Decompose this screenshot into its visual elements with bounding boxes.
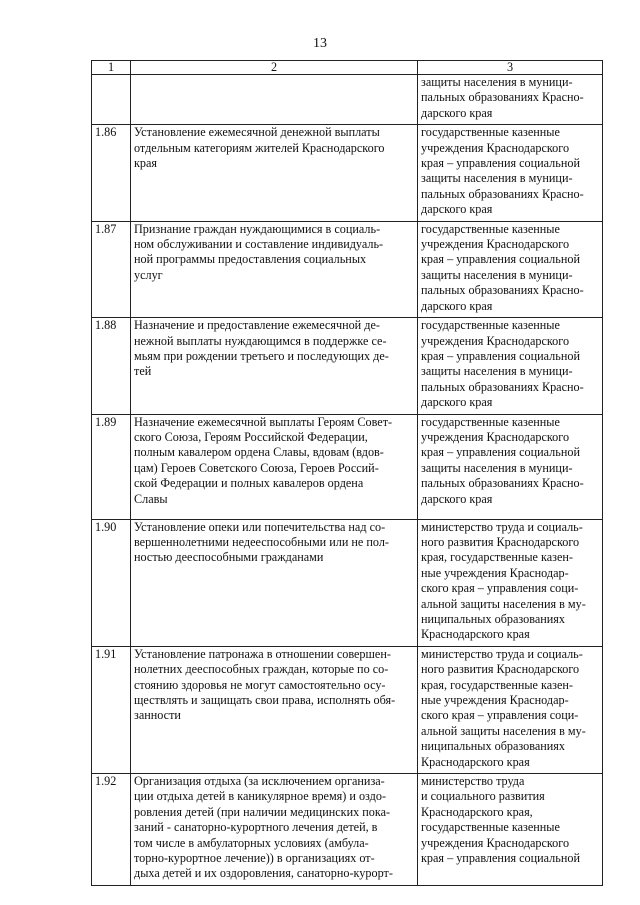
provider-line: края – управления социальной — [421, 252, 580, 267]
provider-line: пальных образованиях Красно- — [421, 476, 584, 491]
service-line: Установление патронажа в отношении совершен- — [134, 646, 391, 661]
provider-line: государственные казенные — [421, 414, 560, 429]
provider-line: Краснодарского края, — [421, 804, 533, 819]
service-line: края — [134, 156, 158, 171]
provider-line: края – управления социальной — [421, 156, 580, 171]
provider-line: дарского края — [421, 298, 493, 313]
provider-line: ного развития Краснодарского — [421, 662, 580, 677]
row-number: 1.92 — [92, 774, 131, 886]
service-name — [131, 75, 418, 125]
service-line: Назначение ежемесячной выплаты Героям Совет- — [134, 414, 393, 429]
service-name — [131, 125, 418, 221]
table-row — [92, 774, 603, 886]
provider-line: и социального развития — [421, 789, 545, 804]
provider-line: края – управления социальной — [421, 851, 580, 866]
table-row — [92, 125, 603, 221]
row-number: 1.87 — [92, 221, 131, 317]
provider-line: Краснодарского края — [421, 627, 530, 642]
service-line: тей — [134, 364, 152, 379]
row-number — [92, 75, 131, 125]
provider-line: защиты населения в муници- — [421, 460, 573, 475]
service-name — [131, 414, 418, 519]
provider-line: защиты населения в муници- — [421, 171, 573, 186]
service-line: Славы — [134, 491, 168, 506]
provider-line: учреждения Краснодарского — [421, 429, 570, 444]
services-table — [91, 60, 603, 886]
service-line: нежной выплаты нуждающимся в поддержке се- — [134, 333, 387, 348]
service-line: торно-курортное лечение)) в организациях от- — [134, 851, 375, 866]
service-line: ностью дееспособными гражданами — [134, 550, 324, 565]
provider-line: альной защиты населения в му- — [421, 596, 586, 611]
provider-line: дарского края — [421, 491, 493, 506]
table-row — [92, 646, 603, 773]
service-line: ном обслуживании и составление индивидуаль- — [134, 237, 384, 252]
service-line: ровления детей (при наличии медицинских пока- — [134, 804, 391, 819]
table-row — [92, 414, 603, 519]
service-name — [131, 221, 418, 317]
provider-line: края, государственные казен- — [421, 550, 573, 565]
service-line: отдельным категориям жителей Краснодарского — [134, 140, 385, 155]
service-name — [131, 774, 418, 886]
service-line: услуг — [134, 267, 163, 282]
service-line: вершеннолетними недееспособными или не пол- — [134, 534, 389, 549]
provider-line: края, государственные казен- — [421, 677, 573, 692]
service-line: ции отдыха детей в каникулярное время) и оздо- — [134, 789, 386, 804]
row-number: 1.86 — [92, 125, 131, 221]
service-line: цам) Героев Советского Союза, Героев Россий- — [134, 460, 379, 475]
table-row — [92, 75, 603, 125]
provider-line: края – управления социальной — [421, 348, 580, 363]
service-line: Организация отдыха (за исключением организа- — [134, 774, 385, 789]
table-header-row — [92, 61, 603, 75]
service-name — [131, 646, 418, 773]
provider-line: пальных образованиях Красно- — [421, 379, 584, 394]
provider-name — [418, 318, 603, 414]
provider-name — [418, 519, 603, 646]
provider-line: защиты населения в муници- — [421, 267, 573, 282]
header-col-1: 1 — [92, 61, 131, 75]
row-number: 1.89 — [92, 414, 131, 519]
service-name — [131, 519, 418, 646]
provider-line: государственные казенные — [421, 820, 560, 835]
provider-name — [418, 646, 603, 773]
provider-line: учреждения Краснодарского — [421, 140, 570, 155]
provider-line: ского края – управления соци- — [421, 708, 579, 723]
row-number: 1.88 — [92, 318, 131, 414]
provider-line: государственные казенные — [421, 125, 560, 140]
service-line: нолетних дееспособных граждан, которые по со- — [134, 662, 389, 677]
service-line: ской Федерации и полных кавалеров ордена — [134, 476, 364, 491]
service-line: занности — [134, 708, 181, 723]
provider-line: государственные казенные — [421, 318, 560, 333]
service-line: стоянию здоровья не могут самостоятельно осу- — [134, 677, 386, 692]
provider-line: защиты населения в муници- — [421, 75, 573, 89]
provider-line: ниципальных образованиях — [421, 739, 566, 754]
header-col-2: 2 — [131, 61, 418, 75]
service-line: ной программы предоставления социальных — [134, 252, 367, 267]
service-line: Назначение и предоставление ежемесячной де- — [134, 318, 380, 333]
table-row — [92, 221, 603, 317]
header-col-3: 3 — [418, 61, 603, 75]
provider-line: ного развития Краснодарского — [421, 534, 580, 549]
row-number: 1.90 — [92, 519, 131, 646]
provider-line: дарского края — [421, 202, 493, 217]
provider-line: ные учреждения Краснодар- — [421, 693, 569, 707]
service-line: дыха детей и их оздоровления, санаторно-курорт- — [134, 866, 393, 881]
table-row — [92, 318, 603, 414]
provider-line: министерство труда и социаль- — [421, 646, 583, 661]
provider-line: ниципальных образованиях — [421, 611, 566, 626]
provider-line: защиты населения в муници- — [421, 364, 573, 379]
provider-name — [418, 774, 603, 886]
provider-name — [418, 414, 603, 519]
provider-line: края – управления социальной — [421, 445, 580, 460]
provider-line: дарского края — [421, 395, 493, 410]
provider-line: министерство труда и социаль- — [421, 519, 583, 534]
provider-line: учреждения Краснодарского — [421, 237, 570, 252]
service-line: Установление ежемесячной денежной выплаты — [134, 125, 380, 140]
service-line: полным кавалером ордена Славы, вдовам (вдов- — [134, 445, 384, 460]
provider-line: государственные казенные — [421, 221, 560, 236]
provider-line: ского края – управления соци- — [421, 581, 579, 596]
provider-line: пальных образованиях Красно- — [421, 283, 584, 298]
provider-line: дарского края — [421, 105, 493, 120]
table-row — [92, 519, 603, 646]
provider-name — [418, 221, 603, 317]
service-line: ского Союза, Героям Российской Федерации, — [134, 429, 368, 444]
provider-name — [418, 125, 603, 221]
service-line: мьям при рождении третьего и последующих де- — [134, 348, 389, 363]
row-number: 1.91 — [92, 646, 131, 773]
service-line: ществлять и защищать свои права, исполнять обя- — [134, 693, 396, 707]
provider-line: альной защиты населения в му- — [421, 723, 586, 738]
service-name — [131, 318, 418, 414]
provider-line: учреждения Краснодарского — [421, 835, 570, 850]
provider-line: ные учреждения Краснодар- — [421, 565, 569, 580]
provider-line: пальных образованиях Красно- — [421, 186, 584, 201]
provider-line: Краснодарского края — [421, 754, 530, 769]
provider-line: пальных образованиях Красно- — [421, 90, 584, 105]
service-line: Признание граждан нуждающимися в социаль- — [134, 221, 381, 236]
service-line: заний - санаторно-курортного лечения детей, в — [134, 820, 378, 835]
service-line: Установление опеки или попечительства над со- — [134, 519, 386, 534]
page-number: 13 — [313, 36, 327, 51]
provider-line: учреждения Краснодарского — [421, 333, 570, 348]
provider-name — [418, 75, 603, 125]
provider-line: министерство труда — [421, 774, 525, 789]
service-line: том числе в амбулаторных условиях (амбула- — [134, 835, 369, 850]
